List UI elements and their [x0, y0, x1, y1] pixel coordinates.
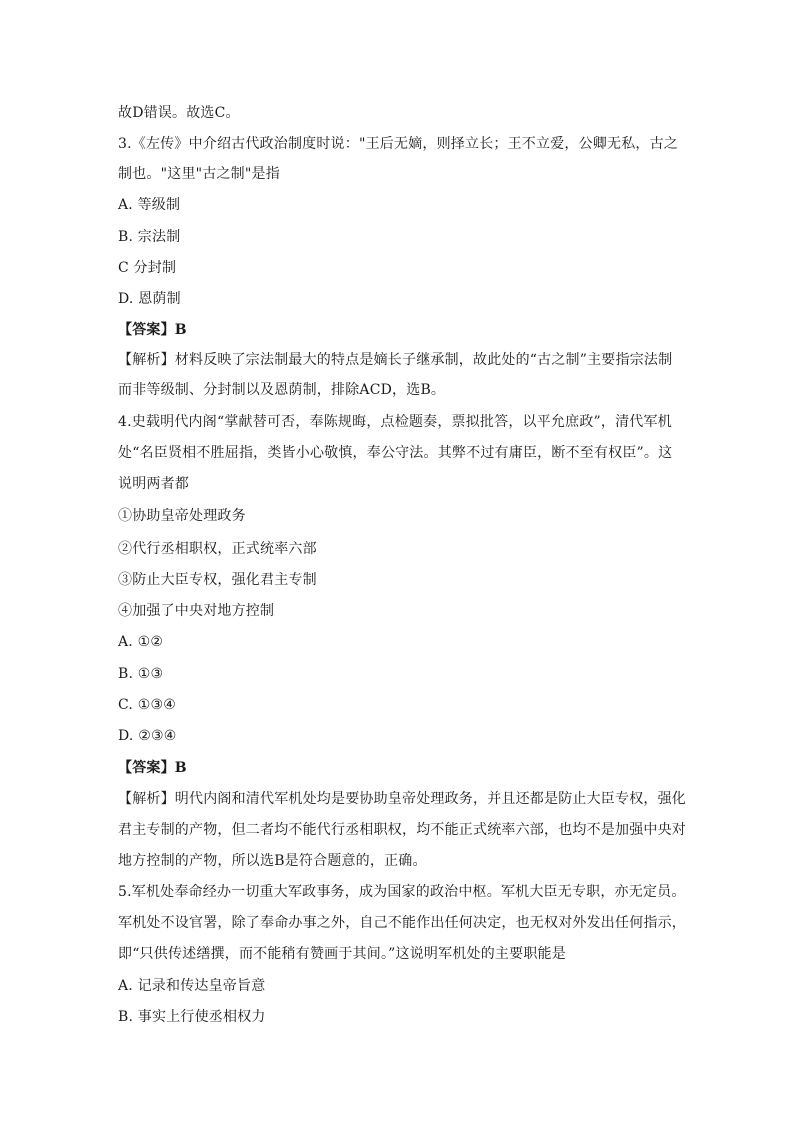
question-4-stem-cont: 处“名臣贤相不胜屈指，类皆小心敬慎，奉公守法。其弊不过有庸臣，断不至有权臣”。这: [118, 445, 673, 461]
statement-2: ②代行丞相职权，正式统率六部: [118, 541, 317, 557]
analysis-text: 而非等级制、分封制以及恩荫制，排除ACD，选B。: [118, 382, 446, 398]
question-4-stem-cont: 说明两者都: [118, 476, 189, 492]
statement-3: ③防止大臣专权，强化君主专制: [118, 572, 317, 588]
answer-label: 【答案】B: [118, 322, 187, 338]
analysis-text: 地方控制的产物，所以选B是符合题意的，正确。: [118, 853, 427, 869]
question-5-stem-cont: 军机处不设官署，除了奉命办事之外，自己不能作出任何决定，也无权对外发出任何指示，: [118, 915, 686, 931]
analysis-text: 君主专制的产物，但二者均不能代行丞相职权，均不能正式统率六部，也均不是加强中央对: [118, 822, 686, 838]
answer-label: 【答案】B: [118, 760, 187, 776]
question-3-stem: 3.《左传》中介绍古代政治制度时说："王后无嫡，则择立长；王不立爱，公卿无私，古之: [118, 136, 678, 152]
question-5-stem: 5.军机处奉命经办一切重大军政事务，成为国家的政治中枢。军机大臣无专职，亦无定员。: [118, 884, 686, 900]
option-a: A. 记录和传达皇帝旨意: [118, 978, 266, 994]
question-3-stem-cont: 制也。"这里"古之制"是指: [118, 166, 280, 182]
option-c: C 分封制: [118, 260, 177, 276]
option-b: B. 宗法制: [118, 229, 181, 245]
option-d: D. ②③④: [118, 728, 177, 744]
option-c: C. ①③④: [118, 697, 176, 713]
text-line: 故D错误。故选C。: [118, 105, 240, 121]
question-5-stem-cont: 即“只供传述缮撰，而不能稍有赞画于其间。”这说明军机处的主要职能是: [118, 946, 566, 962]
statement-1: ①协助皇帝处理政务: [118, 508, 246, 524]
option-b: B. 事实上行使丞相权力: [118, 1009, 266, 1025]
option-a: A. 等级制: [118, 197, 181, 213]
option-a: A. ①②: [118, 634, 164, 650]
option-b: B. ①③: [118, 666, 164, 682]
question-4-stem: 4.史载明代内阁“掌献替可否，奉陈规晦，点检题奏，票拟批答，以平允庶政”，清代军机: [118, 414, 672, 430]
statement-4: ④加强了中央对地方控制: [118, 603, 275, 619]
analysis-text: 【解析】明代内阁和清代军机处均是要协助皇帝处理政务，并且还都是防止大臣专权，强化: [118, 791, 686, 807]
option-d: D. 恩荫制: [118, 291, 181, 307]
analysis-text: 【解析】材料反映了宗法制最大的特点是嫡长子继承制，故此处的“古之制”主要指宗法制: [118, 352, 673, 368]
